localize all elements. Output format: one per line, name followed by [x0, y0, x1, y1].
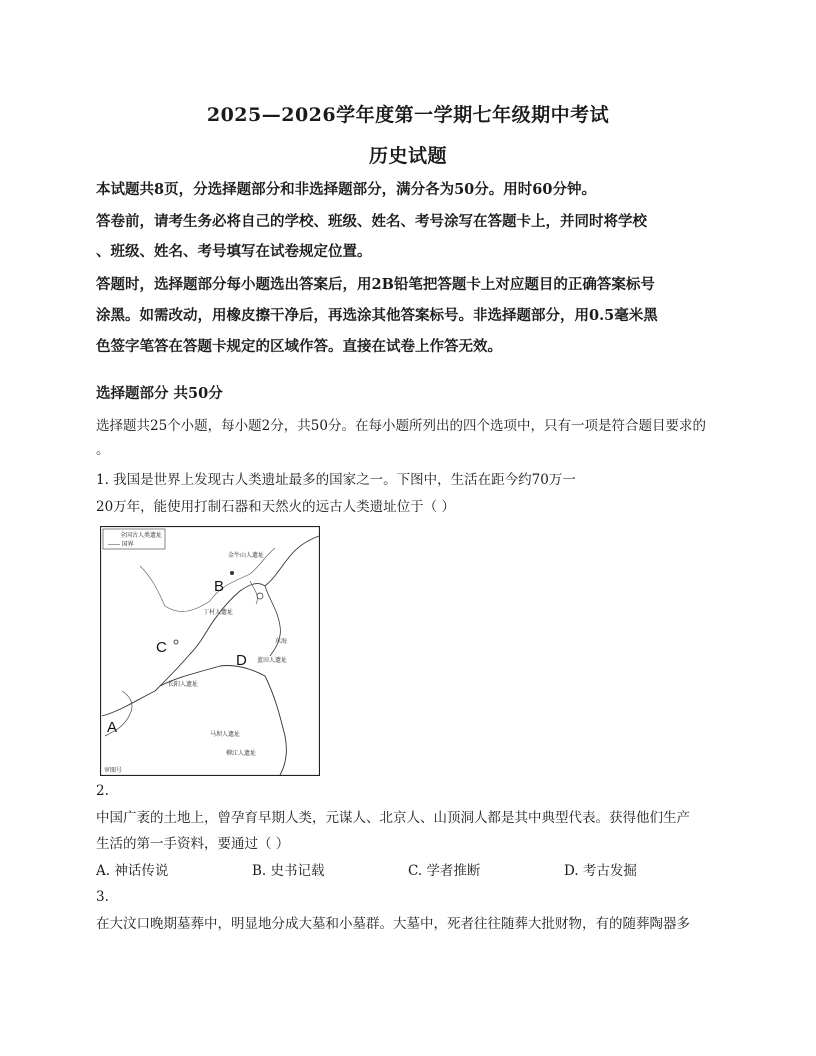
instruction-line-1: 本试题共8页，分选择题部分和非选择题部分，满分各为50分。用时60分钟。	[96, 181, 596, 198]
q1-stem-line-2: 20万年，能使用打制石器和天然火的远古人类遗址位于（ ）	[96, 499, 455, 515]
instruction-line-2: 答卷前，请考生务必将自己的学校、班级、姓名、考号涂写在答题卡上，并同时将学校	[96, 213, 647, 230]
q2-stem-line-1: 中国广袤的土地上，曾孕育早期人类，元谋人、北京人、山顶洞人都是其中典型代表。获得他们生产	[96, 810, 690, 826]
map-site-changyang: 长阳人遗址	[168, 682, 199, 688]
instruction-line-3: 、班级、姓名、考号填写在试卷规定位置。	[96, 243, 372, 260]
q2-option-b: B. 史书记载	[252, 863, 325, 879]
q1-stem-line-1: 1. 我国是世界上发现古人类遗址最多的国家之一。下图中，生活在距今约70万一	[96, 472, 576, 488]
map-site-lantian: 蓝田人遗址	[257, 658, 288, 664]
map-letter-a: A	[107, 719, 118, 736]
instruction-line-4: 答题时，选择题部分每小题选出答案后，用2B铅笔把答题卡上对应题目的正确答案标号	[96, 276, 655, 293]
map-letter-c: C	[156, 639, 167, 656]
section-desc-line-2: 。	[96, 442, 110, 458]
q2-stem-line-2: 生活的第一手资料，要通过（ ）	[96, 836, 290, 852]
map-svg	[100, 526, 320, 776]
map-site-jinniushan: 金牛山人遗址	[228, 553, 265, 559]
section-desc-line-1: 选择题共25个小题，每小题2分，共50分。在每小题所列出的四个选项中，只有一项是符合题目要求的	[96, 418, 706, 434]
map-letter-b: B	[214, 578, 225, 595]
map-site-dingcun: 丁村人遗址	[203, 610, 234, 616]
q2-number: 2.	[96, 783, 109, 799]
map-legend-1: 全国古人类遗址	[120, 533, 163, 539]
map-legend-2: —— 国界	[108, 542, 134, 548]
map-site-liujiang: 柳江人遗址	[226, 751, 257, 757]
map-letter-d: D	[236, 652, 247, 669]
site-b-dot	[230, 571, 234, 575]
instruction-line-6: 色签字笔答在答题卡规定的区域作答。直接在试卷上作答无效。	[96, 338, 502, 355]
q2-option-d: D. 考古发掘	[564, 863, 637, 879]
instruction-line-5: 涂黑。如需改动，用橡皮擦干净后，再选涂其他答案标号。非选择题部分，用0.5毫米黑	[96, 307, 658, 324]
section-title: 选择题部分 共50分	[96, 385, 223, 402]
map-site-mapa: 马坝人遗址	[210, 732, 241, 738]
ancient-sites-map	[100, 526, 320, 776]
q3-stem-line-1: 在大汶口晚期墓葬中，明显地分成大墓和小墓群。大墓中，死者往往随葬大批财物，有的随葬陶器多	[96, 916, 690, 932]
exam-title: 2025—2026学年度第一学期七年级期中考试	[206, 104, 610, 126]
map-footer: 审图号	[104, 768, 123, 774]
map-frame	[101, 527, 320, 776]
q2-option-a: A. 神话传说	[96, 863, 169, 879]
q2-option-c: C. 学者推断	[408, 863, 481, 879]
exam-subtitle: 历史试题	[368, 145, 447, 167]
map-city: 东海	[275, 639, 288, 645]
q3-number: 3.	[96, 889, 109, 905]
